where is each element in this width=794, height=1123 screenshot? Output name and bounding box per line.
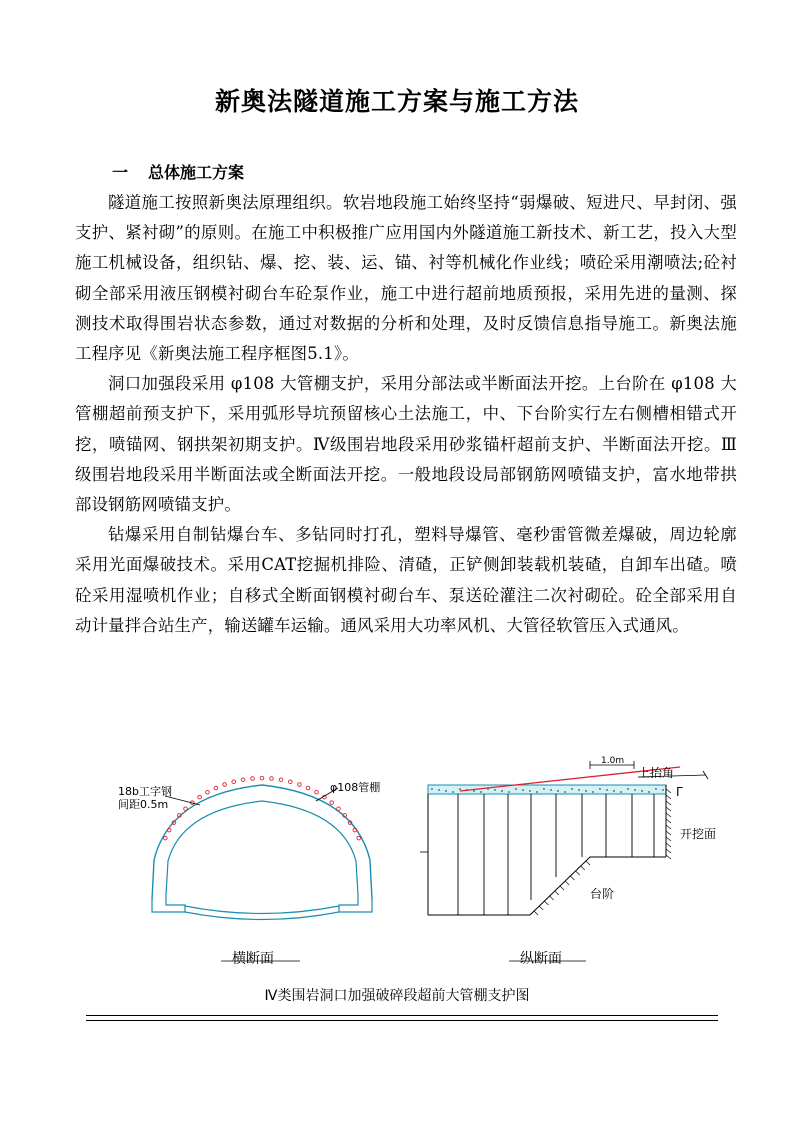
hatch-mark: [666, 843, 671, 847]
rock-speck: [648, 791, 650, 793]
section-number: 一: [112, 163, 129, 182]
pipe-dot: [223, 783, 227, 787]
pipe-dot: [279, 778, 283, 782]
pipe-dot: [270, 777, 274, 781]
longitudinal-section-drawing: [420, 761, 708, 961]
hatch-mark: [666, 807, 671, 811]
rock-speck: [550, 789, 552, 791]
body-text: [75, 188, 737, 641]
page-title: 新奥法隧道施工方案与施工方法: [214, 87, 579, 116]
hatch-mark: [666, 813, 671, 817]
section-heading-text: 总体施工方案: [148, 163, 245, 182]
rock-speck: [438, 789, 440, 791]
support-lines: [458, 794, 654, 915]
rock-speck: [557, 790, 559, 792]
cross-section-caption: 横断面: [232, 951, 274, 967]
pipe-dot: [164, 836, 168, 840]
inner-lining: [166, 801, 358, 895]
hatch-mark: [666, 825, 671, 829]
rock-speck: [494, 789, 496, 791]
rock-speck: [571, 788, 573, 790]
rock-speck: [564, 791, 566, 793]
hatch-mark: [555, 891, 559, 895]
rock-speck: [501, 790, 503, 792]
rock-speck: [641, 790, 643, 792]
bench-hatching: [534, 861, 590, 915]
paragraph: 隧道施工按照新奥法原理组织。软岩地段施工始终坚持“弱爆破、短进尺、早封闭、强支护、紧衬砌”的原则。在施工中积极推广应用国内外隧道施工新技术、新工艺，投入大型施工机械设备，组织钻、爆、挖、装、运、锚、衬等机械化作业线；喷砼采用潮喷法;砼衬砌全部采用液压钢模衬砌台车砼泵作业，施工中进行超前地质预报，采用先进的量测、探测技术取得围岩状态参数，通过对数据的分析和处理，及时反馈信息指导施工。新奥法施工程序见《新奥法施工程序框图5.1》。: [75, 193, 737, 364]
pipe-dot: [306, 786, 310, 790]
hatch-mark: [576, 871, 580, 875]
outer-lining: [152, 785, 372, 900]
spacing-label: 1.0m: [601, 756, 625, 766]
hatch-mark: [666, 849, 671, 853]
rock-speck: [529, 790, 531, 792]
rock-speck: [445, 790, 447, 792]
rock-speck: [480, 791, 482, 793]
hatch-mark: [666, 801, 671, 805]
pipe-dot: [298, 783, 302, 787]
left-footing: [152, 895, 185, 912]
rock-speck: [536, 791, 538, 793]
footer-rule: [86, 1015, 718, 1021]
hatch-mark: [666, 855, 671, 859]
rock-speck: [459, 788, 461, 790]
rock-speck: [613, 790, 615, 792]
section-heading: [112, 160, 244, 183]
rock-speck: [431, 788, 433, 790]
rock-speck: [620, 791, 622, 793]
pipe-dot: [337, 807, 341, 811]
longitudinal-section-caption: 纵断面: [520, 951, 562, 967]
hatch-mark: [666, 819, 671, 823]
support-figure: [0, 755, 794, 1025]
figure-caption: Ⅳ类围岩洞口加强破碎段超前大管棚支护图: [264, 988, 530, 1004]
hatch-mark: [666, 795, 671, 799]
hatch-mark: [550, 896, 554, 900]
pipe-dot: [206, 790, 210, 794]
face-label: 开挖面: [680, 827, 717, 841]
hatch-mark: [581, 866, 585, 870]
rock-speck: [655, 788, 657, 790]
right-footing: [339, 895, 372, 912]
bench-label: 台阶: [590, 887, 615, 901]
pipe-dot: [251, 777, 255, 781]
pipe-dot: [289, 780, 293, 784]
rock-speck: [599, 788, 601, 790]
steel-label-line1: 18b工字钢: [118, 785, 172, 798]
rock-speck: [452, 791, 454, 793]
rock-speck: [592, 791, 594, 793]
cross-section-drawing: [152, 776, 372, 961]
rock-speck: [627, 788, 629, 790]
rock-speck: [515, 788, 517, 790]
pipe-dot: [241, 778, 245, 782]
hatch-mark: [544, 901, 548, 905]
pipe-label: φ108管棚: [330, 781, 381, 794]
invert-arch-inner: [185, 906, 339, 914]
rock-speck: [543, 788, 545, 790]
hatch-mark: [666, 837, 671, 841]
hatch-mark: [560, 886, 564, 890]
paragraph: 钻爆采用自制钻爆台车、多钻同时打孔，塑料导爆管、毫秒雷管微差爆破，周边轮廓采用光面爆破技术。采用CAT挖掘机排险、清碴，正铲侧卸装载机装碴，自卸车出碴。喷砼采用湿喷机作业；自移式全断面钢模衬砌台车、泵送砼灌注二次衬砌砼。砼全部采用自动计量拌合站生产，输送罐车运输。通风采用大功率风机、大管径软管压入式通风。: [75, 525, 737, 635]
hatch-mark: [570, 876, 574, 880]
pipe-dot: [315, 790, 319, 794]
hatch-mark: [534, 911, 538, 915]
face-hatching: [666, 789, 671, 859]
steel-label-line2: 间距0.5m: [118, 798, 169, 811]
rock-speck: [634, 789, 636, 791]
rock-speck: [662, 789, 664, 791]
pipe-dot: [357, 836, 361, 840]
angle-mark: Γ: [676, 785, 683, 799]
rock-speck: [578, 789, 580, 791]
hatch-mark: [539, 906, 543, 910]
pipe-dot: [198, 795, 202, 799]
rock-band: [428, 785, 666, 794]
paragraph: 洞口加强段采用 φ108 大管棚支护，采用分部法或半断面法开挖。上台阶在 φ108 大管棚超前预支护下，采用弧形导坑预留核心土法施工，中、下台阶实行左右侧槽相错式开挖，喷锚网、钢拱架初期支护。Ⅳ级围岩地段采用砂浆锚杆超前支护、半断面法开挖。Ⅲ级围岩地段采用半断面法或全断面法开挖。一般地段设局部钢筋网喷锚支护，富水地带拱部设钢筋网喷锚支护。: [75, 374, 737, 515]
rock-speck: [508, 791, 510, 793]
rock-speck: [473, 790, 475, 792]
hatch-mark: [666, 831, 671, 835]
hatch-mark: [565, 881, 569, 885]
pipe-dot: [214, 786, 218, 790]
hatch-mark: [586, 861, 590, 865]
rock-speck: [522, 789, 524, 791]
pipe-dot: [330, 801, 334, 805]
hatch-mark: [666, 789, 671, 793]
rock-speck: [606, 789, 608, 791]
pipe-dot: [260, 776, 264, 780]
rock-speck: [585, 790, 587, 792]
pipe-dot: [184, 807, 188, 811]
angle-label: 上抬角: [638, 766, 675, 780]
pipe-dot: [232, 780, 236, 784]
